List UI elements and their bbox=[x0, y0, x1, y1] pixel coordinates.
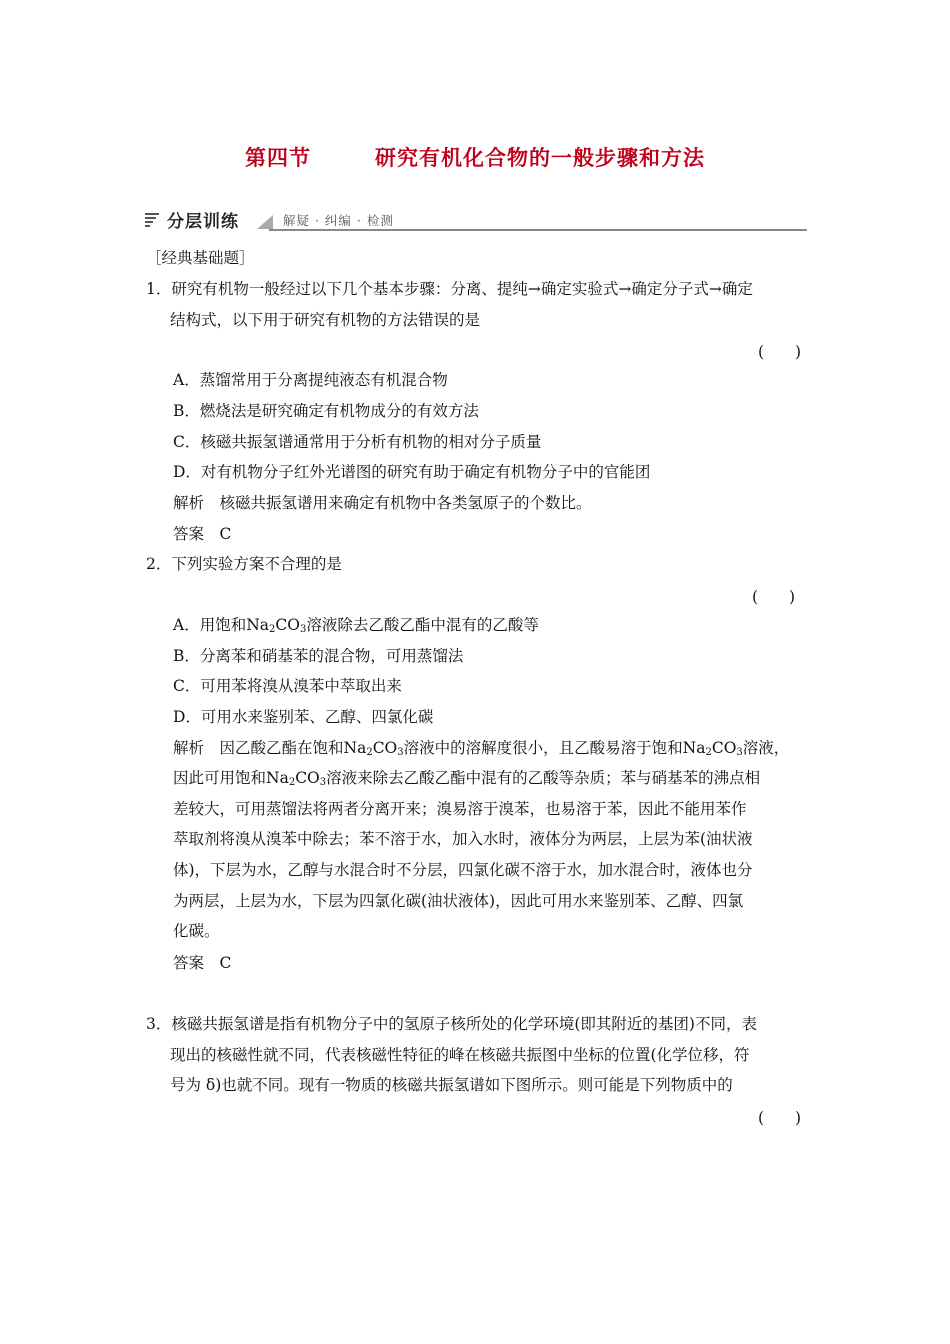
q3-stem-line1: 3．核磁共振氢谱是指有机物分子中的氢原子核所处的化学环境(即其附近的基团)不同，表 bbox=[146, 1015, 757, 1033]
q2-stem: 2．下列实验方案不合理的是 bbox=[146, 555, 342, 573]
q2-analysis-line6: 为两层，上层为水，下层为四氯化碳(油状液体)，因此可用水来鉴别苯、乙醇、四氯 bbox=[173, 892, 744, 910]
q2-analysis-line2: 因此可用饱和$Na_2CO_3$溶液来除去乙酸乙酯中混有的乙酸等杂质；苯与硝基苯的沸点相 bbox=[173, 769, 761, 788]
q2-analysis-line7: 化碳。 bbox=[173, 922, 220, 940]
q1-option-c: C．核磁共振氢谱通常用于分析有机物的相对分子质量 bbox=[173, 433, 542, 451]
q3-stem-line3: 号为 δ)也就不同。现有一物质的核磁共振氢谱如下图所示。则可能是下列物质中的 bbox=[170, 1076, 733, 1094]
section-number: 第四节 bbox=[245, 146, 311, 170]
q2-option-b: B．分离苯和硝基苯的混合物，可用蒸馏法 bbox=[173, 647, 464, 665]
section-banner bbox=[145, 205, 807, 233]
q2-option-d: D．可用水来鉴别苯、乙醇、四氯化碳 bbox=[173, 708, 434, 726]
q2-analysis-line5: 体)，下层为水，乙醇与水混合时不分层，四氯化碳不溶于水，加水混合时，液体也分 bbox=[173, 861, 753, 879]
q1-option-b: B．燃烧法是研究确定有机物成分的有效方法 bbox=[173, 402, 479, 420]
page-title bbox=[0, 142, 950, 172]
q2-option-a: A．用饱和$Na_2CO_3$溶液除去乙酸乙酯中混有的乙酸等 bbox=[173, 616, 539, 635]
banner-rule bbox=[269, 229, 807, 231]
q1-option-a: A．蒸馏常用于分离提纯液态有机混合物 bbox=[173, 371, 448, 389]
q1-answer-blank: ( ) bbox=[758, 343, 802, 361]
q1-stem-line1: 1．研究有机物一般经过以下几个基本步骤：分离、提纯→确定实验式→确定分子式→确定 bbox=[146, 280, 753, 298]
q2-option-c: C．可用苯将溴从溴苯中萃取出来 bbox=[173, 677, 402, 695]
q1-analysis: 解析 核磁共振氢谱用来确定有机物中各类氢原子的个数比。 bbox=[173, 494, 592, 512]
q3-answer-blank: ( ) bbox=[758, 1109, 802, 1127]
section-name: 研究有机化合物的一般步骤和方法 bbox=[375, 146, 705, 170]
q3-stem-line2: 现出的核磁性就不同，代表核磁性特征的峰在核磁共振图中坐标的位置(化学位移，符 bbox=[170, 1046, 750, 1064]
q2-answer: 答案 C bbox=[173, 954, 232, 972]
banner-triangle-icon bbox=[257, 215, 273, 229]
banner-lines-icon bbox=[145, 213, 159, 227]
banner-subtitle: 解疑 · 纠编 · 检测 bbox=[283, 213, 394, 228]
q2-answer-blank: ( ) bbox=[752, 588, 796, 606]
category-label: ［经典基础题］ bbox=[146, 249, 255, 267]
q1-stem-line2: 结构式，以下用于研究有机物的方法错误的是 bbox=[170, 311, 481, 329]
q1-option-d: D．对有机物分子红外光谱图的研究有助于确定有机物分子中的官能团 bbox=[173, 463, 651, 481]
q2-analysis-line1: 解析 因乙酸乙酯在饱和$Na_2CO_3$溶液中的溶解度很小，且乙酸易溶于饱和$Na_2CO_3$溶液， bbox=[173, 739, 790, 758]
banner-title: 分层训练 bbox=[167, 212, 239, 232]
q2-analysis-line4: 萃取剂将溴从溴苯中除去；苯不溶于水，加入水时，液体分为两层，上层为苯(油状液 bbox=[173, 830, 753, 848]
q2-analysis-line3: 差较大，可用蒸馏法将两者分离开来；溴易溶于溴苯，也易溶于苯，因此不能用苯作 bbox=[173, 800, 747, 818]
q1-answer: 答案 C bbox=[173, 525, 232, 543]
